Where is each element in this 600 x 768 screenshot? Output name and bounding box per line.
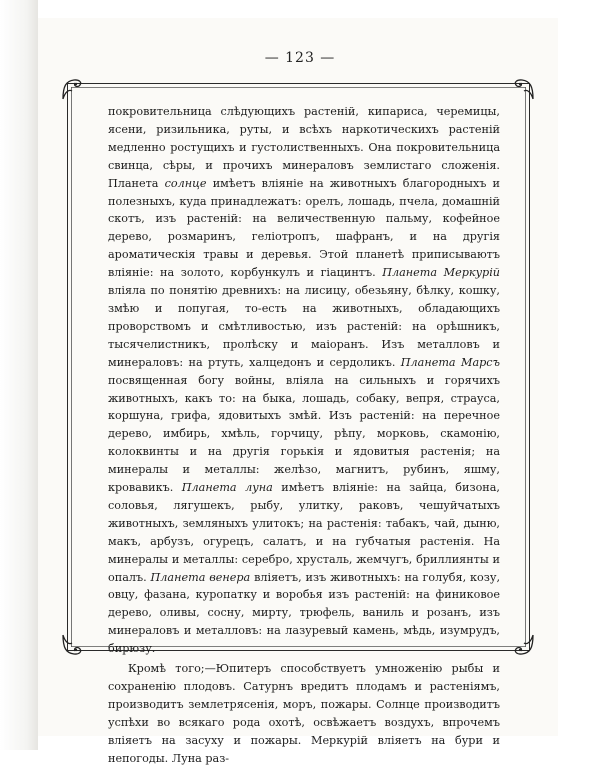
corner-ornament-icon (60, 76, 86, 102)
planet-name: Планета Меркурій (382, 266, 501, 280)
corner-ornament-icon (60, 632, 86, 658)
planet-name: Планета луна (181, 481, 273, 495)
planet-name: Планета Марсъ (400, 355, 500, 369)
text-segment: имѣетъ вліяніе на животныхъ благородныхъ и полезныхъ, куда принадлежатъ: орелъ, лошадь, пчела, домашній скотъ, изъ растеній: на величественную пальму, кофейное дерево, розмаринъ, геліотропъ, шафранъ, и на другія ароматическія травы и деревья. Этой планетѣ приписываютъ вліяніе: на золото, корбункулъ и гіацинтъ. (108, 176, 500, 280)
corner-ornament-icon (510, 632, 536, 658)
text-segment: вліяла по понятію древнихъ: на лисицу, обезьяну, бѣлку, кошку, змѣю и попугая, то-есть на животныхъ, обладающихъ проворствомъ и смѣтливостью, изъ растеній: на орѣшникъ, тысячелистникъ, пролѣску и маіоранъ. Изъ металловъ и минераловъ: на ртуть, халцедонъ и сердоликъ. (108, 284, 500, 369)
paragraph-2 (108, 660, 500, 767)
body-text (108, 103, 500, 768)
text-segment: имѣетъ вліяніе: на зайца, бизона, соловья, лягушекъ, рыбу, улитку, раковъ, чешуйчатыхъ животныхъ, земляныхъ улитокъ; на растенія: табакъ, чай, дыню, макъ, арбузъ, огурецъ, салатъ, и на губчатыя растенія. На минералы и металлы: серебро, хрусталь, жемчугъ, бриллиянты и опалъ. (108, 481, 500, 584)
book-spine-shadow (0, 0, 38, 750)
paragraph-1 (108, 103, 500, 658)
text-segment: посвященная богу войны, вліяла на сильныхъ и горячихъ животныхъ, какъ то: на быка, лошадь, собаку, вепря, страуса, коршуна, грифа, ядовитыхъ змѣй. Изъ растеній: на перечное дерево, имбирь, хмѣль, горчицу, рѣпу, морковь, скамонію, колоквинты и на другія горькія и ядовитыя растенія; на минералы и металлы: желѣзо, магнитъ, рубинъ, яшму, кровавикъ. (108, 373, 500, 495)
planet-name: Планета венера (150, 570, 251, 584)
text-segment: покровительница слѣдующихъ растеній, кипариса, черемицы, ясени, ризильника, руты, и всѣхъ наркотическихъ растеній медленно ростущихъ и густолиственныхъ. Она покровительница свинца, сѣры, и прочихъ минераловъ землистаго сложенія. Планета (108, 105, 500, 190)
page-number: — 123 — (264, 50, 336, 66)
text-segment: вліяетъ, изъ животныхъ: на голубя, козу, овцу, фазана, куропатку и воробья изъ растеній: на финиковое дерево, оливы, сосну, мирту, трюфель, ваниль и розанъ, изъ минераловъ и металловъ: на лазуревый камень, мѣдь, изумрудъ, бирюзу. (108, 570, 501, 656)
planet-name: солнце (164, 176, 207, 190)
text-segment: Кромѣ того;—Юпитеръ способствуетъ умноженію рыбы и сохраненію плодовъ. Сатурнъ вредитъ плодамъ и растеніямъ, производитъ землетрясенія, моръ, пожары. Солнце производитъ успѣхи во всякаго рода охотѣ, освѣжаетъ воздухъ, впрочемъ вліяетъ на засуху и пожары. Меркурій вліяетъ на бури и непогоды. Луна раз- (108, 662, 500, 765)
corner-ornament-icon (510, 76, 536, 102)
